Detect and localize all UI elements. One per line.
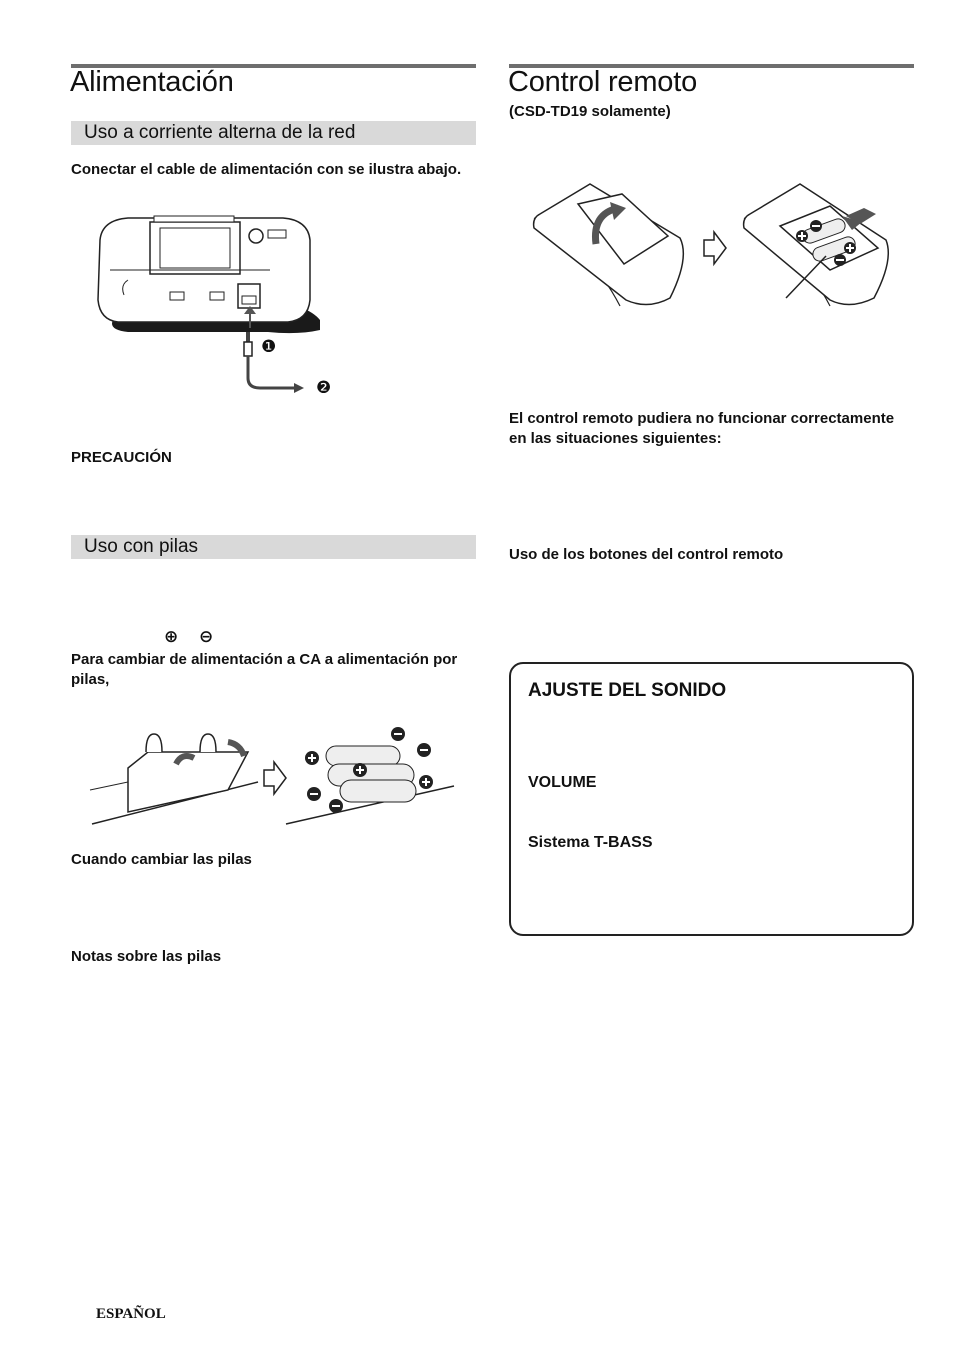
- remote-battery-illustration: [530, 178, 910, 318]
- switch-to-battery-note: Para cambiar de alimentación a CA a alimentación por pilas,: [71, 651, 458, 688]
- ac-instruction: Conectar el cable de alimentación con se ilustra abajo.: [71, 161, 462, 178]
- battery-notes: Notas sobre las pilas: [71, 948, 222, 965]
- sound-adjust-box: [509, 662, 914, 936]
- left-title: Alimentación: [70, 66, 234, 98]
- footer-language: ESPAÑOL: [96, 1306, 166, 1322]
- model-note: (CSD-TD19 solamente): [509, 103, 671, 120]
- boombox-ac-illustration: [88, 210, 348, 410]
- sound-adjust-title: AJUSTE DEL SONIDO: [528, 680, 727, 701]
- tbass-label: Sistema T-BASS: [528, 834, 653, 851]
- polarity-plus-icon: ⊕: [164, 627, 179, 647]
- ac-section-heading-text: Uso a corriente alterna de la red: [84, 122, 356, 143]
- volume-label: VOLUME: [528, 774, 597, 791]
- callout-2: ❷: [316, 378, 332, 398]
- callout-1: ❶: [261, 337, 277, 357]
- battery-section-heading-text: Uso con pilas: [84, 536, 199, 557]
- when-to-change-batteries: Cuando cambiar las pilas: [71, 851, 252, 868]
- remote-buttons-usage: Uso de los botones del control remoto: [509, 546, 784, 563]
- battery-compartment-illustration: [88, 720, 468, 840]
- ac-section-heading: [71, 121, 476, 145]
- caution-label: PRECAUCIÓN: [71, 449, 172, 466]
- remote-malfunction-note: El control remoto pudiera no funcionar correctamente en las situaciones siguientes:: [509, 410, 895, 447]
- battery-section-heading: [71, 535, 476, 559]
- polarity-minus-icon: ⊖: [199, 627, 214, 647]
- right-title: Control remoto: [508, 66, 697, 98]
